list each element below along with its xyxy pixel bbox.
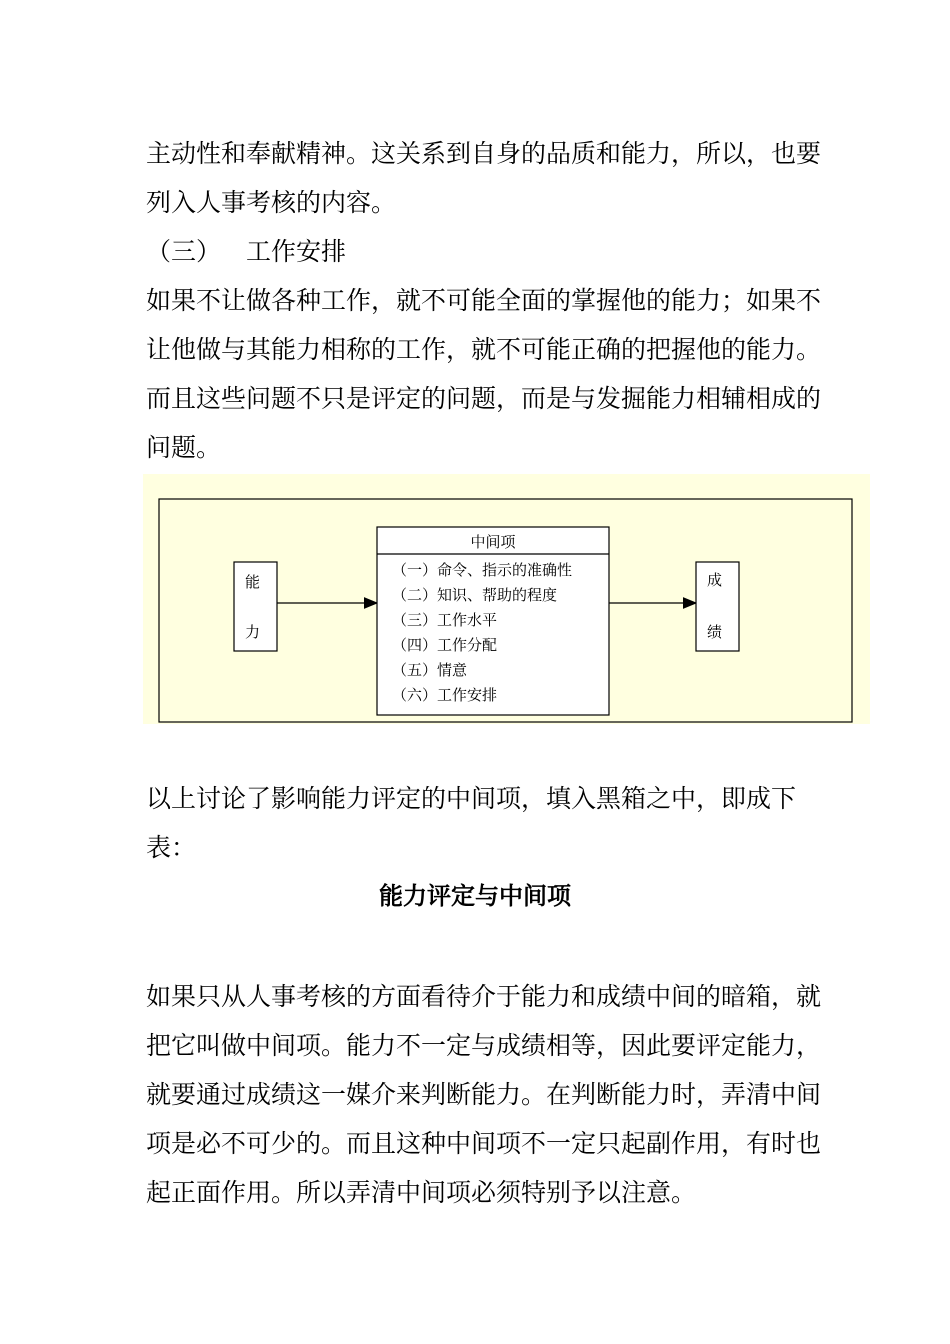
table-title: 能力评定与中间项: [379, 882, 571, 910]
intermediate-item: （二）知识、帮助的程度: [392, 586, 558, 604]
paragraph-block-1: [146, 129, 836, 472]
text-line: 把它叫做中间项。能力不一定与成绩相等，因此要评定能力，: [146, 1031, 822, 1060]
intermediate-item: （六）工作安排: [392, 686, 498, 704]
section-heading: [146, 227, 836, 276]
text-line: 让他做与其能力相称的工作，就不可能正确的把握他的能力。: [146, 335, 822, 364]
text-line: 而且这些问题不只是评定的问题，而是与发掘能力相辅相成的: [146, 384, 822, 413]
text-line: 就要通过成绩这一媒介来判断能力。在判断能力时，弄清中间: [146, 1080, 822, 1109]
text-line: 列入人事考核的内容。: [146, 188, 397, 217]
text-line: 主动性和奉献精神。这关系到自身的品质和能力，所以，也要: [146, 139, 822, 168]
paragraph-block-2: [146, 774, 836, 872]
section-number: （三）: [146, 237, 222, 266]
text-line: 如果不让做各种工作，就不可能全面的掌握他的能力；如果不: [146, 286, 822, 315]
ability-diagram: [143, 474, 870, 724]
intermediate-item: （一）命令、指示的准确性: [392, 561, 573, 579]
intermediate-item: （五）情意: [392, 661, 468, 679]
intermediate-item: （三）工作水平: [392, 611, 498, 629]
result-label-1: 成: [707, 571, 723, 589]
text-line: 问题。: [146, 433, 222, 462]
intermediate-item: （四）工作分配: [392, 636, 498, 654]
intermediate-title: 中间项: [470, 533, 516, 551]
text-line: 项是必不可少的。而且这种中间项不一定只起副作用，有时也: [146, 1129, 822, 1158]
ability-label-1: 能: [245, 573, 261, 591]
result-label-2: 绩: [707, 623, 723, 641]
paragraph-block-3: [146, 972, 836, 1217]
text-line: 以上讨论了影响能力评定的中间项，填入黑箱之中，即成下: [146, 784, 797, 813]
text-line: 起正面作用。所以弄清中间项必须特别予以注意。: [146, 1178, 697, 1207]
text-line: 表：: [146, 833, 197, 862]
ability-label-2: 力: [245, 623, 261, 641]
section-title: 工作安排: [246, 237, 347, 266]
text-line: 如果只从人事考核的方面看待介于能力和成绩中间的暗箱，就: [146, 982, 822, 1011]
